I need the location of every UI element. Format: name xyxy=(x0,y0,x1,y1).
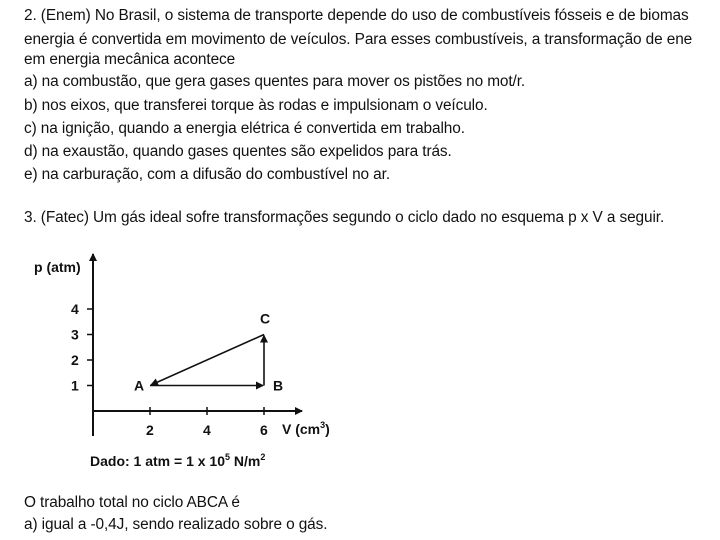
question2-option-e: e) na carburação, com a difusão do combustível no ar. xyxy=(24,166,390,183)
given-data: Dado: 1 atm = 1 x $10^5$ $N/m^2$ xyxy=(90,452,266,469)
question2-line1: 2. (Enem) No Brasil, o sistema de transporte depende do uso de combustíveis fósseis e de biomas xyxy=(24,7,689,24)
question2-option-b: b) nos eixos, que transferei torque às rodas e impulsionam o veículo. xyxy=(24,97,488,114)
point-label-a: A xyxy=(134,377,145,394)
point-label-c: C xyxy=(260,310,271,327)
point-label-b: B xyxy=(273,377,284,394)
question3-line1: 3. (Fatec) Um gás ideal sofre transformações segundo o ciclo dado no esquema p x V a seguir. xyxy=(24,209,665,226)
question2-line2: energia é convertida em movimento de veículos. Para esses combustíveis, a transformação de ene xyxy=(24,31,693,48)
question2-option-c: c) na ignição, quando a energia elétrica é convertida em trabalho. xyxy=(24,120,465,137)
question3-statement: O trabalho total no ciclo ABCA é xyxy=(24,494,240,511)
y-axis-label: p (atm) xyxy=(34,259,81,275)
question2-option-a: a) na combustão, que gera gases quentes para mover os pistões no mot/r. xyxy=(24,73,526,90)
question2-line3: em energia mecânica acontece xyxy=(24,51,236,68)
question3-option-a: a) igual a -0,4J, sendo realizado sobre o gás. xyxy=(24,516,328,533)
y-tick-label: 4 xyxy=(71,301,79,317)
process-c-a xyxy=(151,335,264,386)
y-tick-label: 3 xyxy=(71,326,79,343)
y-tick-label: 2 xyxy=(71,352,79,368)
x-tick-label: 2 xyxy=(146,422,154,438)
question2-option-d: d) na exaustão, quando gases quentes são expelidos para trás. xyxy=(24,143,452,160)
x-tick-label: 6 xyxy=(260,422,268,438)
pv-cycle-diagram xyxy=(24,244,340,472)
y-tick-label: 1 xyxy=(71,377,79,394)
x-axis-label: V $(cm^3)$ xyxy=(282,420,330,437)
x-tick-label: 4 xyxy=(203,422,211,438)
